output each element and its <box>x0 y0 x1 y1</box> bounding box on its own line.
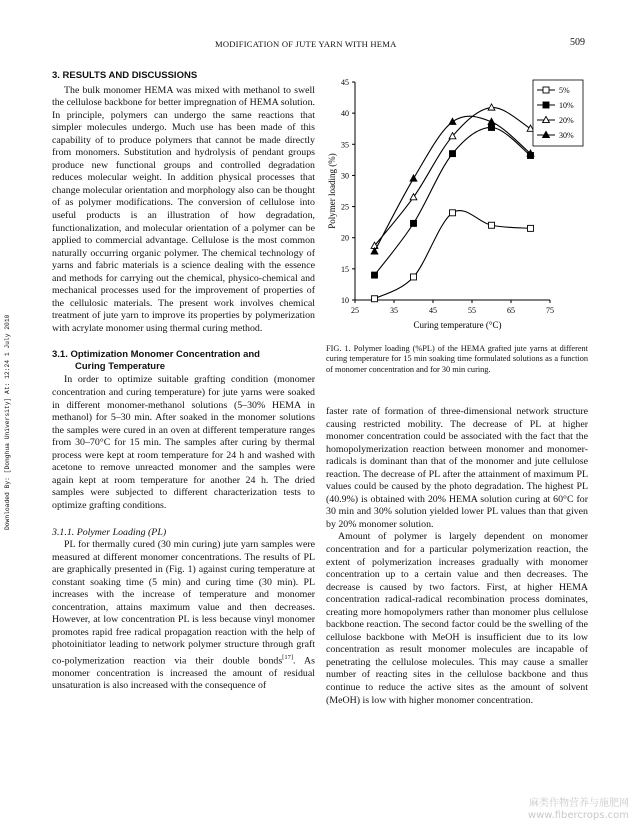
download-note-text: Downloaded By: [Donghua University] At: 12:24 1 July 2010 <box>4 314 11 530</box>
data-point <box>450 210 456 216</box>
data-point <box>410 175 417 181</box>
data-point <box>411 274 417 280</box>
y-tick-label: 35 <box>341 140 349 150</box>
watermark-line2: www.fibercrops.com <box>527 810 629 821</box>
left-column <box>52 70 315 693</box>
paragraph-optimization: In order to optimize suitable grafting condition (monomer concentration and curing temperature) for jute yarns were soaked in different monomer-methanol solutions (5–30% HEMA in methanol) for 5–30 min. After soaked in the monomer solutions the samples were cured in an oven at different temperature ranges from 30–70°C for 15 min. The samples after curing by thermal process were kept at room temperature for 24 h and washed with acetone to remove unreacted monomer and the samples were again kept at room temperature for another 24 h. The dried samples were subjected to different characterization tests to optimize grafting conditions. <box>52 374 315 511</box>
right-column <box>326 406 588 707</box>
watermark-line1: 麻类作物营养与施肥网 <box>529 798 629 809</box>
y-tick-label: 40 <box>341 109 349 119</box>
series-2 <box>371 104 534 248</box>
chart-axes <box>355 82 550 300</box>
y-tick-label: 25 <box>341 202 349 212</box>
pl-text-b: . As monomer concentration is increased the amount of residual unsaturation is also increased with the consequence of <box>52 655 315 692</box>
data-point <box>543 102 549 108</box>
legend-label: 30% <box>559 131 574 140</box>
running-title: MODIFICATION OF JUTE YARN WITH HEMA <box>215 39 397 49</box>
series-line <box>375 211 531 299</box>
y-tick-label: 10 <box>341 296 349 305</box>
data-point <box>543 87 549 93</box>
x-axis-label: Curing temperature (°C) <box>413 320 502 330</box>
data-point <box>372 296 378 302</box>
citation-17[interactable]: [17] <box>282 653 294 661</box>
y-tick-label: 45 <box>341 78 349 87</box>
figure-caption: FIG. 1. Polymer loading (%PL) of the HEMA grafted jute yarns at different curing temperature for 15 min soaking time formulated solutions as a function of monomer concentration and for 30 min curing. <box>326 344 588 374</box>
series-line <box>375 127 531 275</box>
section-heading: 3. RESULTS AND DISCUSSIONS <box>52 70 198 81</box>
y-tick-label: 30 <box>341 171 349 181</box>
subsection-heading <box>52 349 315 373</box>
data-point <box>450 151 456 157</box>
x-tick-label: 75 <box>546 306 554 315</box>
paragraph-amount-of-polymer: Amount of polymer is largely dependent on monomer concentration and for a particular polymerization reaction, the extent of polymerization increases gradually with monomer concentration up to a certain value and then decreases. The decrease is caused by two factors. First, at higher HEMA concentration radical-radical recombination process dominates, creating more homopolymers rather than monomer plus cellulose backbone reaction. The second factor could be the swelling of the cellulose backbone with MeOH is insufficient due to its low concentration as result monomer molecules are incapable of penetrating the cellulose molecules. This may cause a smaller number of reacting sites in the cellulose backbone and thus continue to reduce the active sites as the amount of solvent (MeOH) is low with higher monomer concentration. <box>326 531 588 706</box>
paragraph-intro: The bulk monomer HEMA was mixed with methanol to swell the cellulose backbone for better impregnation of HEMA solution. In principle, polymers can undergo the same reactions that simpler molecules undergo. Much use has been made of this capability of to produce polymers that cannot be made directly from monomers. Substitution and hydrolysis of pendant groups produce new functional groups and controlled degradation reduces molecular weight. In addition physical processes that change molecular orientation and morphology also can be thought of as polymer modifications. The conversion of cellulose into useful products is an illustration of how degradation, functionalization, and molecular orientation of a polymer can be applied to commercial advantage. Cellulose is the most common naturally occurring organic polymer. The chemical technology of yarns and fabric materials is a science dealing with the essence and methods for carrying out the chemical, physico-chemical and mechanical processes used for the improvement of properties of the cellulosic materials. The present work involves chemical treatment of jute yarn to improve its properties by polymerization with acrylate monomer using thermal curing method. <box>52 84 315 334</box>
subsection-heading-line2: Curing Temperature <box>75 361 166 373</box>
download-note <box>0 290 11 530</box>
chart-legend <box>533 80 583 146</box>
legend-label: 5% <box>559 86 570 95</box>
x-tick-label: 45 <box>429 306 437 315</box>
data-point <box>411 220 417 226</box>
x-tick-label: 25 <box>351 306 359 315</box>
series-1 <box>372 124 534 278</box>
series-line <box>375 107 531 245</box>
x-tick-label: 35 <box>390 306 398 315</box>
paragraph-continued: faster rate of formation of three-dimensional network structure causing restricted mobility. The decrease of PL at higher monomer concentration could be associated with the fact that the homopolymerization reaction between monomer and monomer-radicals is dominant than that of the monomer and jute cellulose reaction. The decrease of PL after the attainment of maximum PL values could be caused by the photo degradation. The highest PL (40.9%) is obtained with 20% HEMA solution curing at 60°C for 30 min and 30% solution yielded lower PL values than that given by 20% monomer solution. <box>326 406 588 530</box>
legend-label: 10% <box>559 101 574 110</box>
y-tick-label: 20 <box>341 233 349 243</box>
data-point <box>528 225 534 231</box>
y-axis-label: Polymer loading (%) <box>327 153 337 229</box>
x-tick-label: 65 <box>507 306 515 315</box>
page-number: 509 <box>570 37 585 48</box>
subsubsection-heading: 3.1.1. Polymer Loading (PL) <box>52 526 167 538</box>
polymer-loading-chart <box>327 72 590 334</box>
data-point <box>372 272 378 278</box>
x-tick-label: 55 <box>468 306 476 315</box>
legend-label: 20% <box>559 116 574 125</box>
series-0 <box>372 210 534 302</box>
y-tick-label: 15 <box>341 264 349 274</box>
data-point <box>489 124 495 130</box>
subsection-heading-line1: 3.1. Optimization Monomer Concentration and <box>52 349 260 361</box>
pl-text-a: PL for thermally cured (30 min curing) jute yarn samples were measured at different monomer concentrations. The results of PL are graphically presented in (Fig. 1) against curing temperature at constant soaking time (5 min) and curing time (30 min). PL increases with the increase of temperature and monomer concentration, attains maximum value and then decreases. However, at low concentration PL is less because vinyl monomer promotes rapid free radical propagation reaction with the help of photoinitiator leading to network polymer structure through graft co-polymerization reaction via their double bonds <box>52 539 315 667</box>
chart-ticks <box>341 78 554 315</box>
watermark <box>528 798 629 822</box>
data-point <box>489 222 495 228</box>
chart-series <box>371 104 534 302</box>
data-point <box>449 118 456 124</box>
paragraph-polymer-loading <box>52 539 315 693</box>
